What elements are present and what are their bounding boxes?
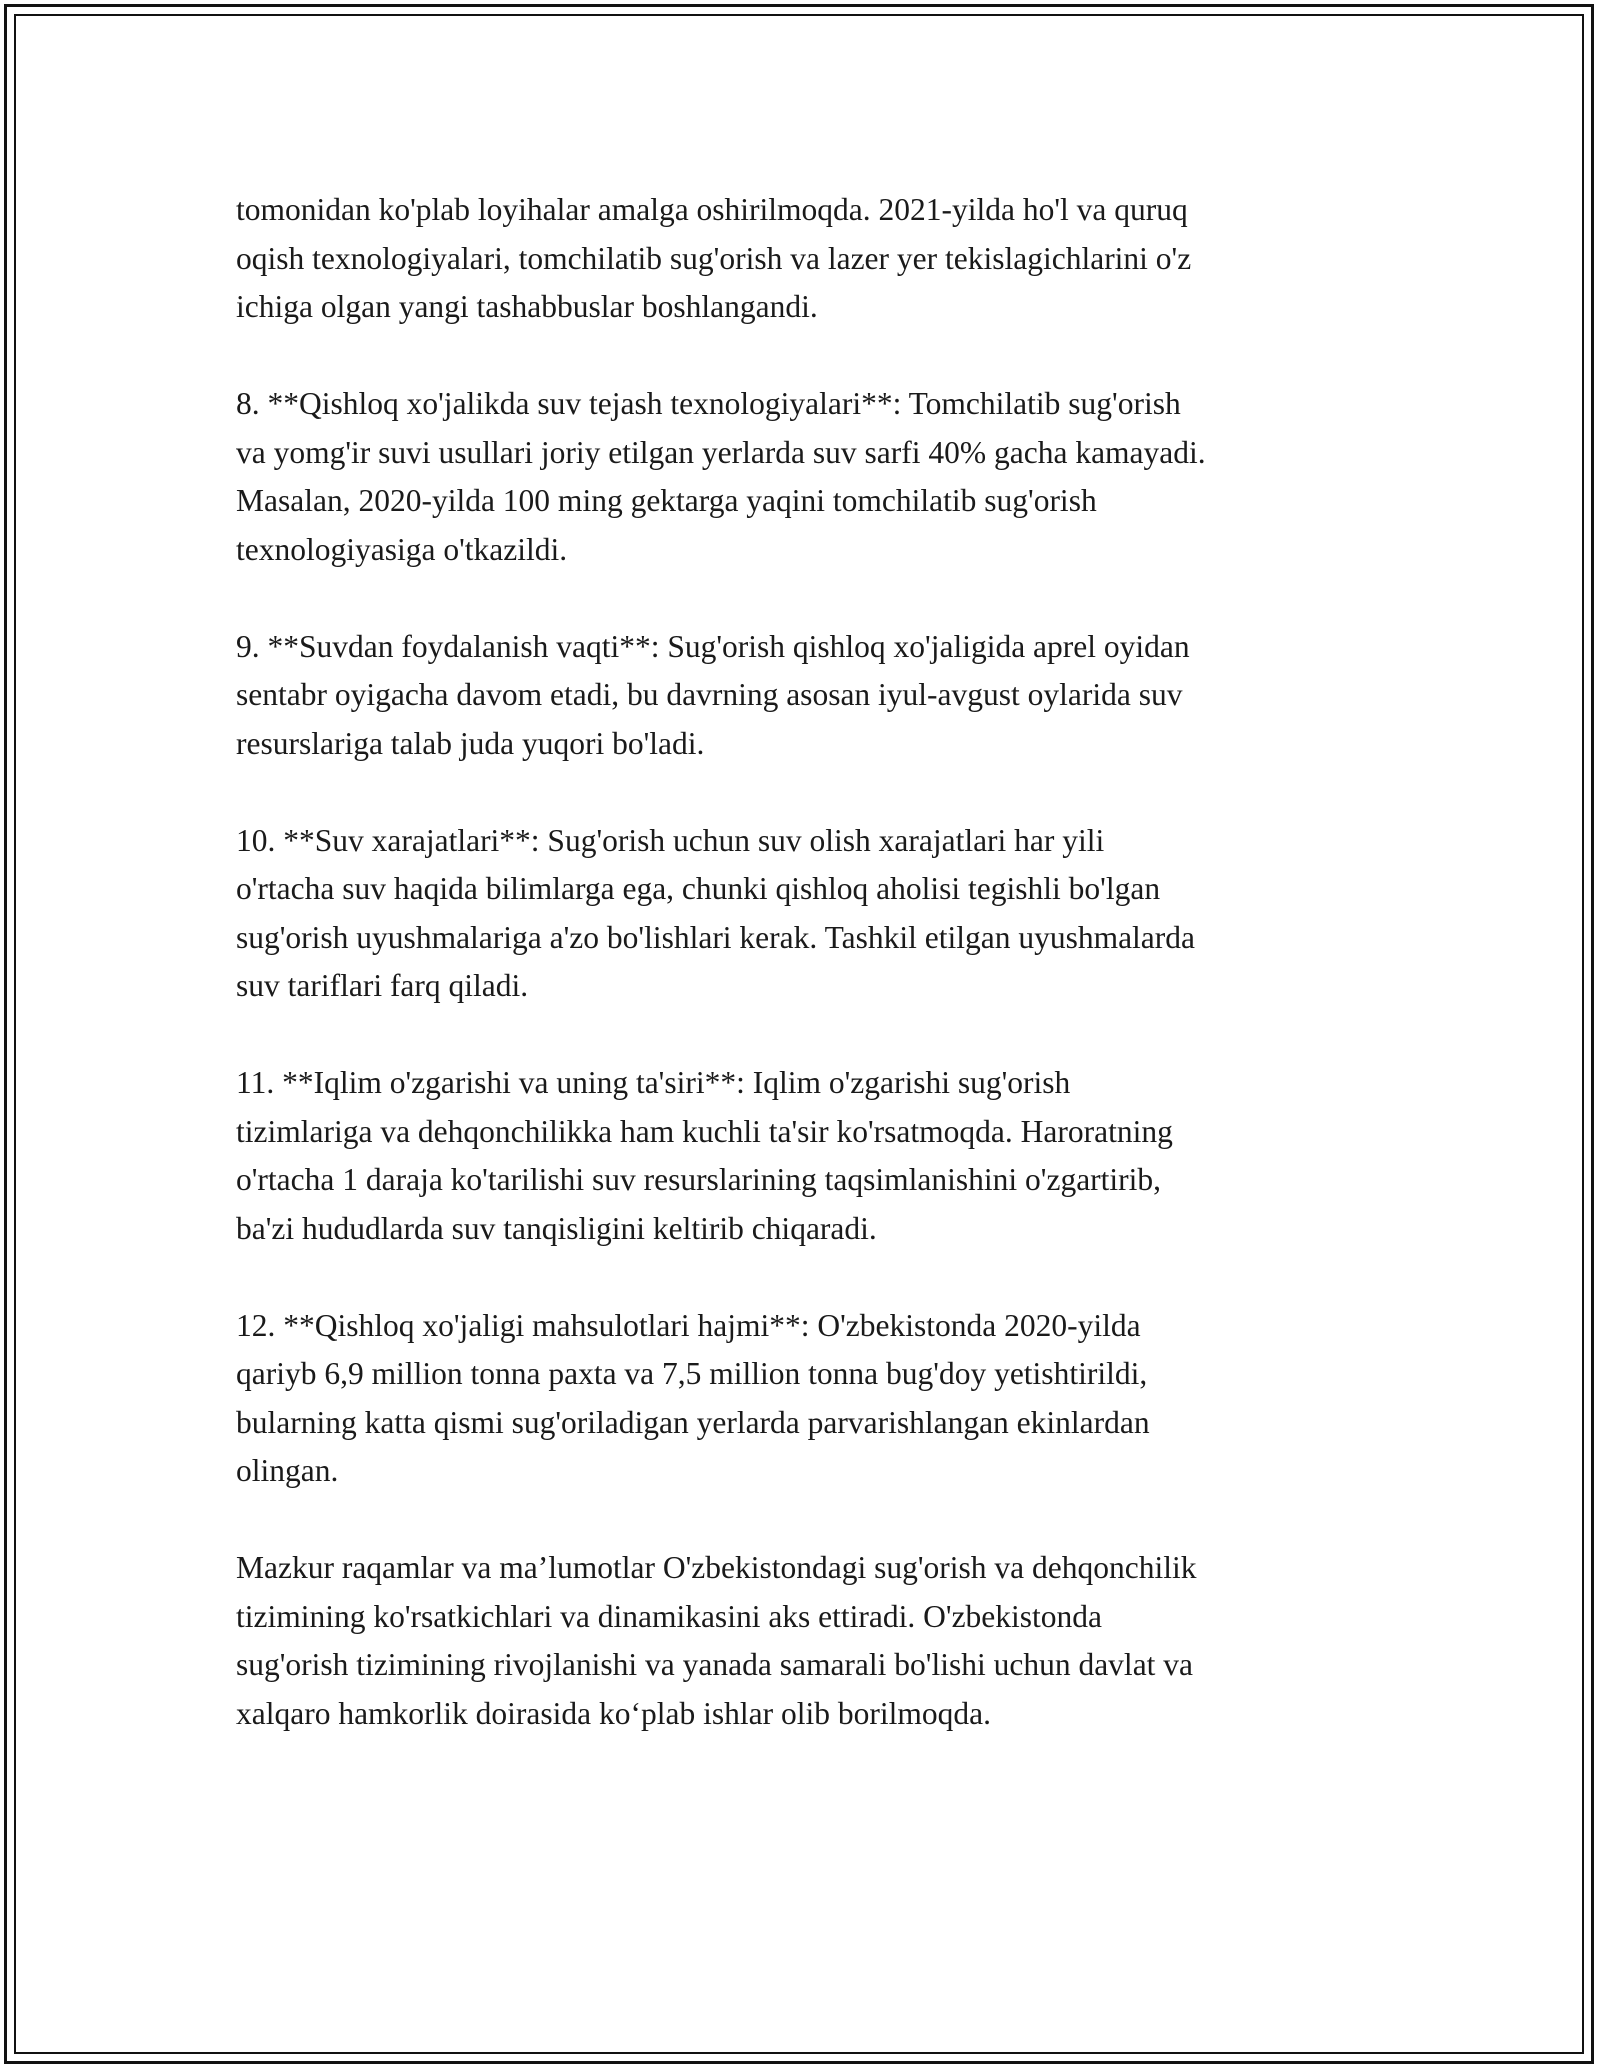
text-line: ichiga olgan yangi tashabbuslar boshlangandi. (236, 289, 818, 324)
text-line: tizimining ko'rsatkichlari va dinamikasini aks ettiradi. O'zbekistonda (236, 1598, 1103, 1634)
text-line: qariyb 6,9 million tonna paxta va 7,5 million tonna bug'doy yetishtirildi, (236, 1356, 1148, 1391)
paragraph-intro-continuation (236, 186, 1416, 332)
paragraph-conclusion (236, 1544, 1416, 1738)
paragraph-item-9 (236, 623, 1416, 769)
text-line: Masalan, 2020-yilda 100 ming gektarga yaqini tomchilatib sug'orish (236, 483, 1097, 518)
text-line: sug'orish tizimining rivojlanishi va yanada samarali bo'lishi uchun davlat va (236, 1647, 1194, 1682)
text-line: 10. **Suv xarajatlari**: Sug'orish uchun suv olish xarajatlari har yili (236, 822, 1105, 858)
paragraph-item-8 (236, 380, 1416, 574)
text-line: olingan. (236, 1453, 339, 1488)
text-line: tizimlariga va dehqonchilikka ham kuchli ta'sir ko'rsatmoqda. Haroratning (236, 1113, 1173, 1149)
text-line: 8. **Qishloq xo'jalikda suv tejash texnologiyalari**: Tomchilatib sug'orish (236, 386, 1181, 421)
paragraph-item-12 (236, 1302, 1416, 1496)
text-line: o'rtacha 1 daraja ko'tarilishi suv resurslarining taqsimlanishini o'zgartirib, (236, 1162, 1162, 1197)
text-line: suv tariflari farq qiladi. (236, 968, 529, 1003)
text-line: Mazkur raqamlar va ma’lumotlar O'zbekistondagi sug'orish va dehqonchilik (236, 1550, 1197, 1585)
text-line: sug'orish uyushmalariga a'zo bo'lishlari kerak. Tashkil etilgan uyushmalarda (236, 919, 1196, 955)
text-line: va yomg'ir suvi usullari joriy etilgan yerlarda suv sarfi 40% gacha kamayadi. (236, 434, 1206, 470)
text-line: o'rtacha suv haqida bilimlarga ega, chunki qishloq aholisi tegishli bo'lgan (236, 871, 1161, 906)
text-line: ba'zi hududlarda suv tanqisligini keltirib chiqaradi. (236, 1210, 877, 1246)
paragraph-item-10 (236, 817, 1416, 1011)
text-line: resurslariga talab juda yuqori bo'ladi. (236, 725, 705, 761)
text-line: xalqaro hamkorlik doirasida ko‘plab ishlar olib borilmoqda. (236, 1695, 991, 1731)
text-line: tomonidan ko'plab loyihalar amalga oshirilmoqda. 2021-yilda ho'l va quruq (236, 192, 1188, 227)
text-line: 12. **Qishloq xo'jaligi mahsulotlari hajmi**: O'zbekistonda 2020-yilda (236, 1307, 1141, 1343)
text-line: oqish texnologiyalari, tomchilatib sug'orish va lazer yer tekislagichlarini o'z (236, 240, 1192, 276)
text-line: bularning katta qismi sug'oriladigan yerlarda parvarishlangan ekinlardan (236, 1404, 1150, 1440)
text-line: sentabr oyigacha davom etadi, bu davrning asosan iyul-avgust oylarida suv (236, 677, 1183, 712)
document-body (236, 186, 1416, 1787)
text-line: 9. **Suvdan foydalanish vaqti**: Sug'orish qishloq xo'jaligida aprel oyidan (236, 628, 1190, 664)
text-line: 11. **Iqlim o'zgarishi va uning ta'siri**: Iqlim o'zgarishi sug'orish (236, 1065, 1071, 1100)
paragraph-item-11 (236, 1059, 1416, 1253)
text-line: texnologiyasiga o'tkazildi. (236, 531, 568, 567)
